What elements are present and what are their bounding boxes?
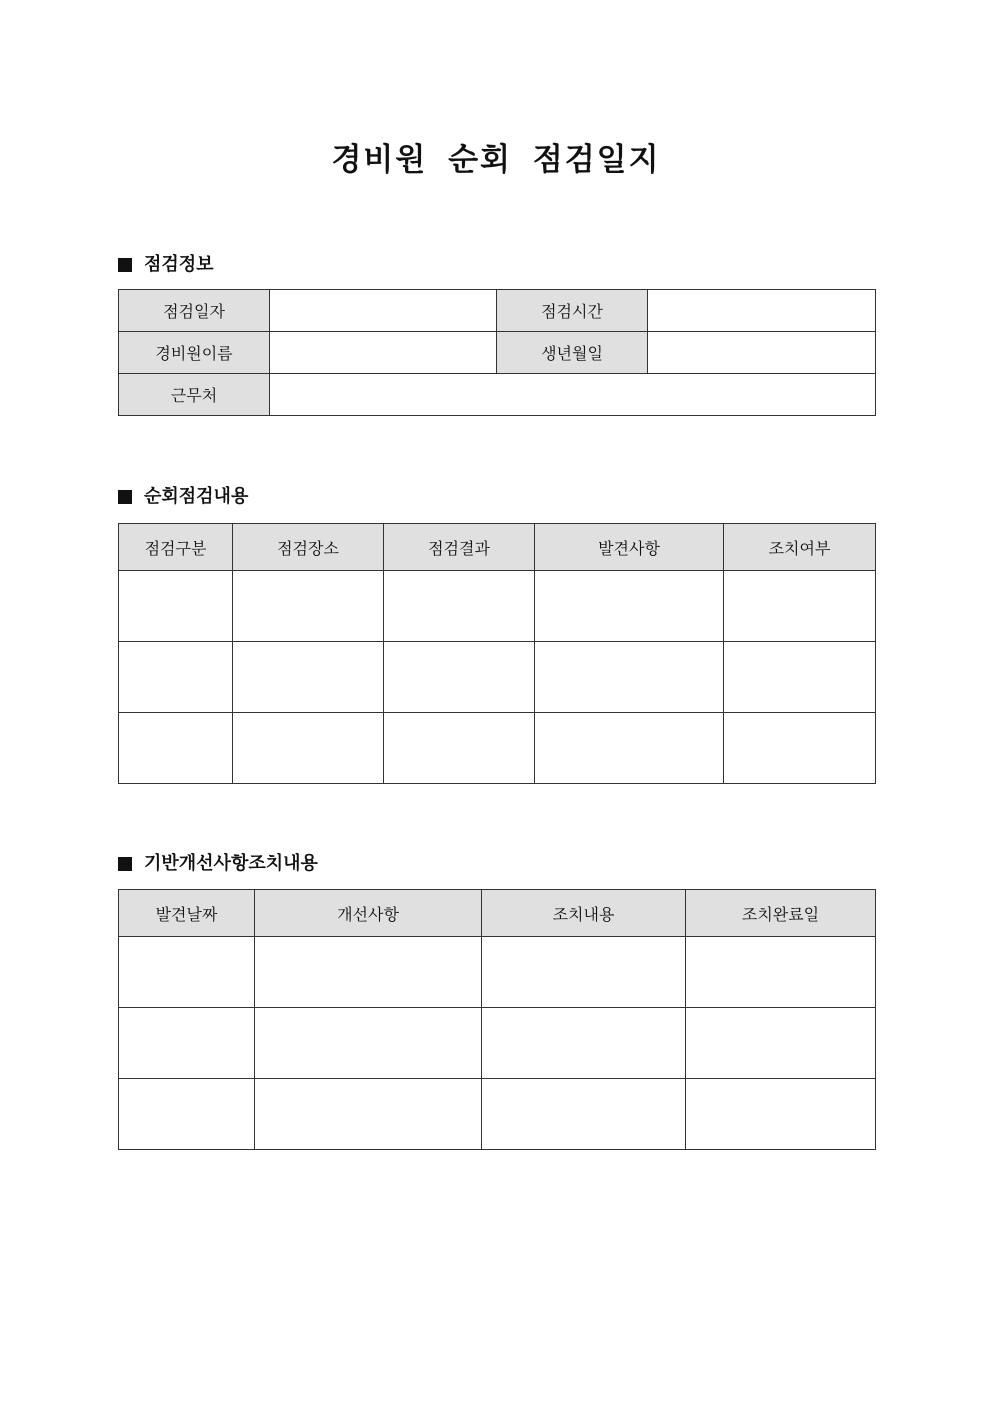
table-cell[interactable] (482, 937, 686, 1008)
table-cell[interactable] (686, 1008, 876, 1079)
table-row (119, 1008, 876, 1079)
column-header: 조치내용 (482, 890, 686, 937)
table-cell[interactable] (535, 713, 724, 784)
column-header: 발견사항 (535, 524, 724, 571)
table-cell[interactable] (119, 937, 255, 1008)
section-heading-info (118, 254, 214, 276)
table-header-row (119, 524, 876, 571)
patrol-details-table (118, 523, 876, 784)
table-cell[interactable] (686, 1079, 876, 1150)
inspection-time-label: 점검시간 (497, 290, 648, 332)
column-header: 점검구분 (119, 524, 233, 571)
table-cell[interactable] (482, 1008, 686, 1079)
table-cell[interactable] (119, 713, 233, 784)
square-bullet-icon (118, 258, 132, 272)
table-cell[interactable] (255, 1079, 482, 1150)
column-header: 개선사항 (255, 890, 482, 937)
inspection-info-table (118, 289, 876, 416)
table-row (119, 713, 876, 784)
column-header: 조치여부 (724, 524, 876, 571)
table-row (119, 290, 876, 332)
table-row (119, 374, 876, 416)
table-row (119, 642, 876, 713)
table-row (119, 332, 876, 374)
section-heading-patrol (118, 486, 248, 508)
inspection-time-field[interactable] (648, 290, 876, 332)
table-cell[interactable] (724, 571, 876, 642)
table-cell[interactable] (482, 1079, 686, 1150)
table-row (119, 937, 876, 1008)
table-row (119, 571, 876, 642)
table-cell[interactable] (535, 642, 724, 713)
inspection-date-label: 점검일자 (119, 290, 270, 332)
guard-name-field[interactable] (270, 332, 497, 374)
table-cell[interactable] (119, 1008, 255, 1079)
improvement-actions-table (118, 889, 876, 1150)
table-cell[interactable] (686, 937, 876, 1008)
column-header: 점검결과 (384, 524, 535, 571)
birth-date-field[interactable] (648, 332, 876, 374)
table-cell[interactable] (233, 713, 384, 784)
square-bullet-icon (118, 857, 132, 871)
birth-date-label: 생년월일 (497, 332, 648, 374)
section-title: 점검정보 (144, 254, 214, 275)
table-cell[interactable] (119, 571, 233, 642)
table-cell[interactable] (724, 642, 876, 713)
column-header: 조치완료일 (686, 890, 876, 937)
guard-name-label: 경비원이름 (119, 332, 270, 374)
table-cell[interactable] (119, 642, 233, 713)
table-cell[interactable] (233, 571, 384, 642)
workplace-field[interactable] (270, 374, 876, 416)
table-cell[interactable] (384, 713, 535, 784)
table-cell[interactable] (724, 713, 876, 784)
table-header-row (119, 890, 876, 937)
column-header: 점검장소 (233, 524, 384, 571)
table-cell[interactable] (384, 571, 535, 642)
column-header: 발견날짜 (119, 890, 255, 937)
table-cell[interactable] (255, 1008, 482, 1079)
table-cell[interactable] (255, 937, 482, 1008)
section-heading-improvement (118, 853, 318, 875)
page-title: 경비원 순회 점검일지 (331, 142, 661, 178)
table-cell[interactable] (233, 642, 384, 713)
table-cell[interactable] (535, 571, 724, 642)
table-cell[interactable] (119, 1079, 255, 1150)
workplace-label: 근무처 (119, 374, 270, 416)
section-title: 순회점검내용 (144, 486, 249, 507)
section-title: 기반개선사항조치내용 (144, 853, 318, 874)
table-cell[interactable] (384, 642, 535, 713)
table-row (119, 1079, 876, 1150)
inspection-date-field[interactable] (270, 290, 497, 332)
square-bullet-icon (118, 490, 132, 504)
